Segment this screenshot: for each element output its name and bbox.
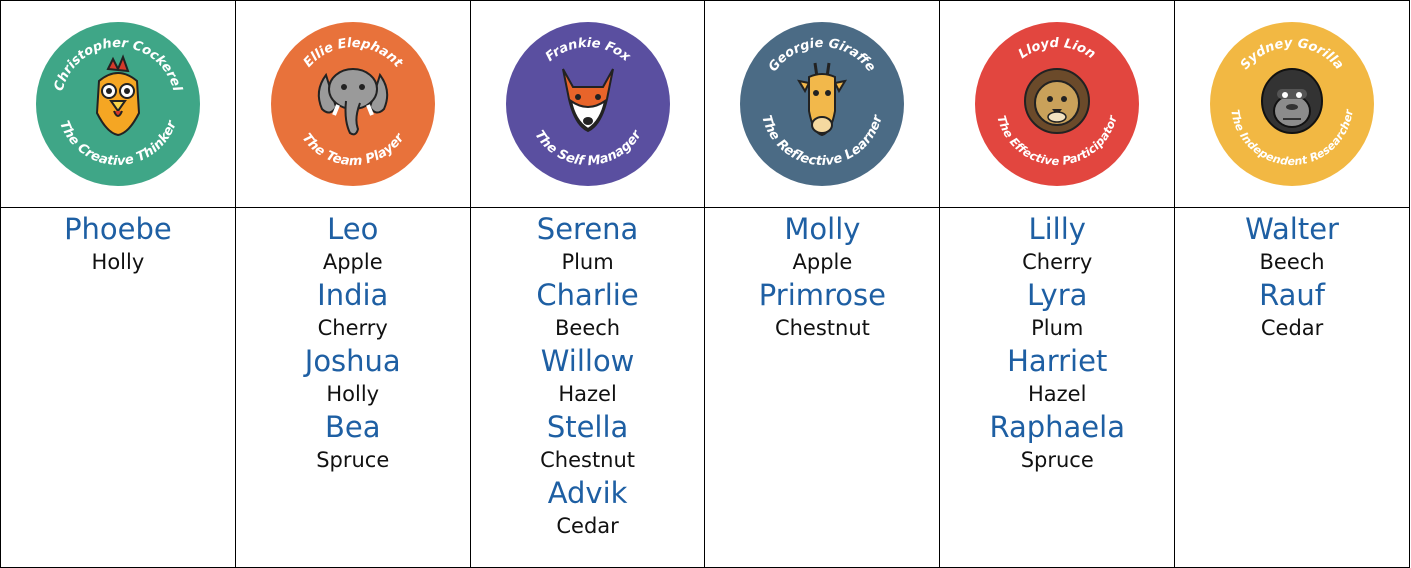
student-name: Lilly — [1028, 212, 1086, 246]
names-column — [1, 208, 236, 568]
award-entry — [471, 212, 705, 278]
award-entry — [1, 212, 235, 278]
award-entry — [940, 410, 1174, 476]
house-name: Spruce — [1020, 448, 1094, 472]
house-name: Spruce — [316, 448, 390, 472]
house-name: Beech — [555, 316, 621, 340]
award-entry — [940, 212, 1174, 278]
house-name: Plum — [1031, 316, 1084, 340]
house-name: Apple — [792, 250, 853, 274]
badge-bottom-text: The Reflective Learner — [758, 113, 887, 170]
student-name: Joshua — [304, 344, 401, 378]
fox-badge — [505, 21, 671, 187]
gorilla-badge — [1209, 21, 1375, 187]
rooster-badge — [35, 21, 201, 187]
student-name: Lyra — [1027, 278, 1088, 312]
award-entry — [940, 344, 1174, 410]
house-name: Cedar — [556, 514, 619, 538]
award-entry — [705, 278, 939, 344]
award-entry — [471, 278, 705, 344]
student-name: Charlie — [536, 278, 639, 312]
names-row — [1, 208, 1410, 568]
badge-top-text: Ellie Elephant — [300, 35, 406, 71]
award-entry — [471, 476, 705, 542]
award-entry — [705, 212, 939, 278]
badge-bottom-text: The Effective Participator — [994, 113, 1120, 169]
names-column — [470, 208, 705, 568]
giraffe-badge — [739, 21, 905, 187]
award-entry — [471, 410, 705, 476]
student-name: Serena — [536, 212, 639, 246]
badge-cell — [470, 1, 705, 208]
student-name: Walter — [1245, 212, 1339, 246]
house-name: Chestnut — [774, 316, 870, 340]
house-name: Holly — [326, 382, 380, 406]
student-name: Raphaela — [989, 410, 1125, 444]
house-name: Cedar — [1260, 316, 1324, 340]
badge-cell — [235, 1, 470, 208]
house-name: Hazel — [558, 382, 617, 406]
student-name: Stella — [546, 410, 629, 444]
badge-cell — [705, 1, 940, 208]
lion-icon — [1025, 69, 1089, 133]
badge-top-text: Sydney Gorilla — [1237, 35, 1347, 73]
names-column — [705, 208, 940, 568]
names-column — [235, 208, 470, 568]
house-name: Beech — [1259, 250, 1325, 274]
badge-bottom-text: The Team Player — [298, 130, 408, 170]
house-name: Holly — [91, 250, 145, 274]
badge-top-text: Lloyd Lion — [1016, 35, 1099, 63]
badge-row — [1, 1, 1410, 208]
badge-top-text: Georgie Giraffe — [766, 35, 879, 75]
award-entry — [1175, 212, 1409, 278]
house-name: Cherry — [317, 316, 388, 340]
lion-badge — [974, 21, 1140, 187]
badge-cell — [1175, 1, 1410, 208]
badge-cell — [940, 1, 1175, 208]
student-name: Primrose — [758, 278, 886, 312]
student-name: Bea — [324, 410, 381, 444]
badge-top-text: Frankie Fox — [542, 35, 633, 65]
award-entry — [471, 344, 705, 410]
elephant-badge — [270, 21, 436, 187]
names-column — [940, 208, 1175, 568]
award-entry — [236, 344, 470, 410]
student-name: Leo — [327, 212, 379, 246]
badge-bottom-text: The Creative Thinker — [56, 118, 180, 170]
badge-bottom-text: The Self Manager — [530, 127, 645, 170]
student-name: Willow — [540, 344, 635, 378]
award-entry — [236, 410, 470, 476]
student-name: Phoebe — [64, 212, 172, 246]
badge-top-text: Christopher Cockerel — [51, 35, 185, 93]
student-name: India — [317, 278, 389, 312]
house-name: Chestnut — [540, 448, 636, 472]
house-name: Cherry — [1022, 250, 1093, 274]
badge-bottom-text: The Independent Researcher — [1228, 108, 1356, 169]
award-entry — [236, 212, 470, 278]
award-entry — [1175, 278, 1409, 344]
house-name: Plum — [561, 250, 614, 274]
gorilla-icon — [1262, 69, 1322, 133]
badge-cell — [1, 1, 236, 208]
names-column — [1175, 208, 1410, 568]
student-name: Advik — [547, 476, 628, 510]
house-name: Apple — [322, 250, 383, 274]
house-name: Hazel — [1028, 382, 1087, 406]
student-name: Rauf — [1259, 278, 1325, 312]
award-entry — [940, 278, 1174, 344]
student-name: Molly — [784, 212, 861, 246]
student-name: Harriet — [1007, 344, 1108, 378]
award-entry — [236, 278, 470, 344]
